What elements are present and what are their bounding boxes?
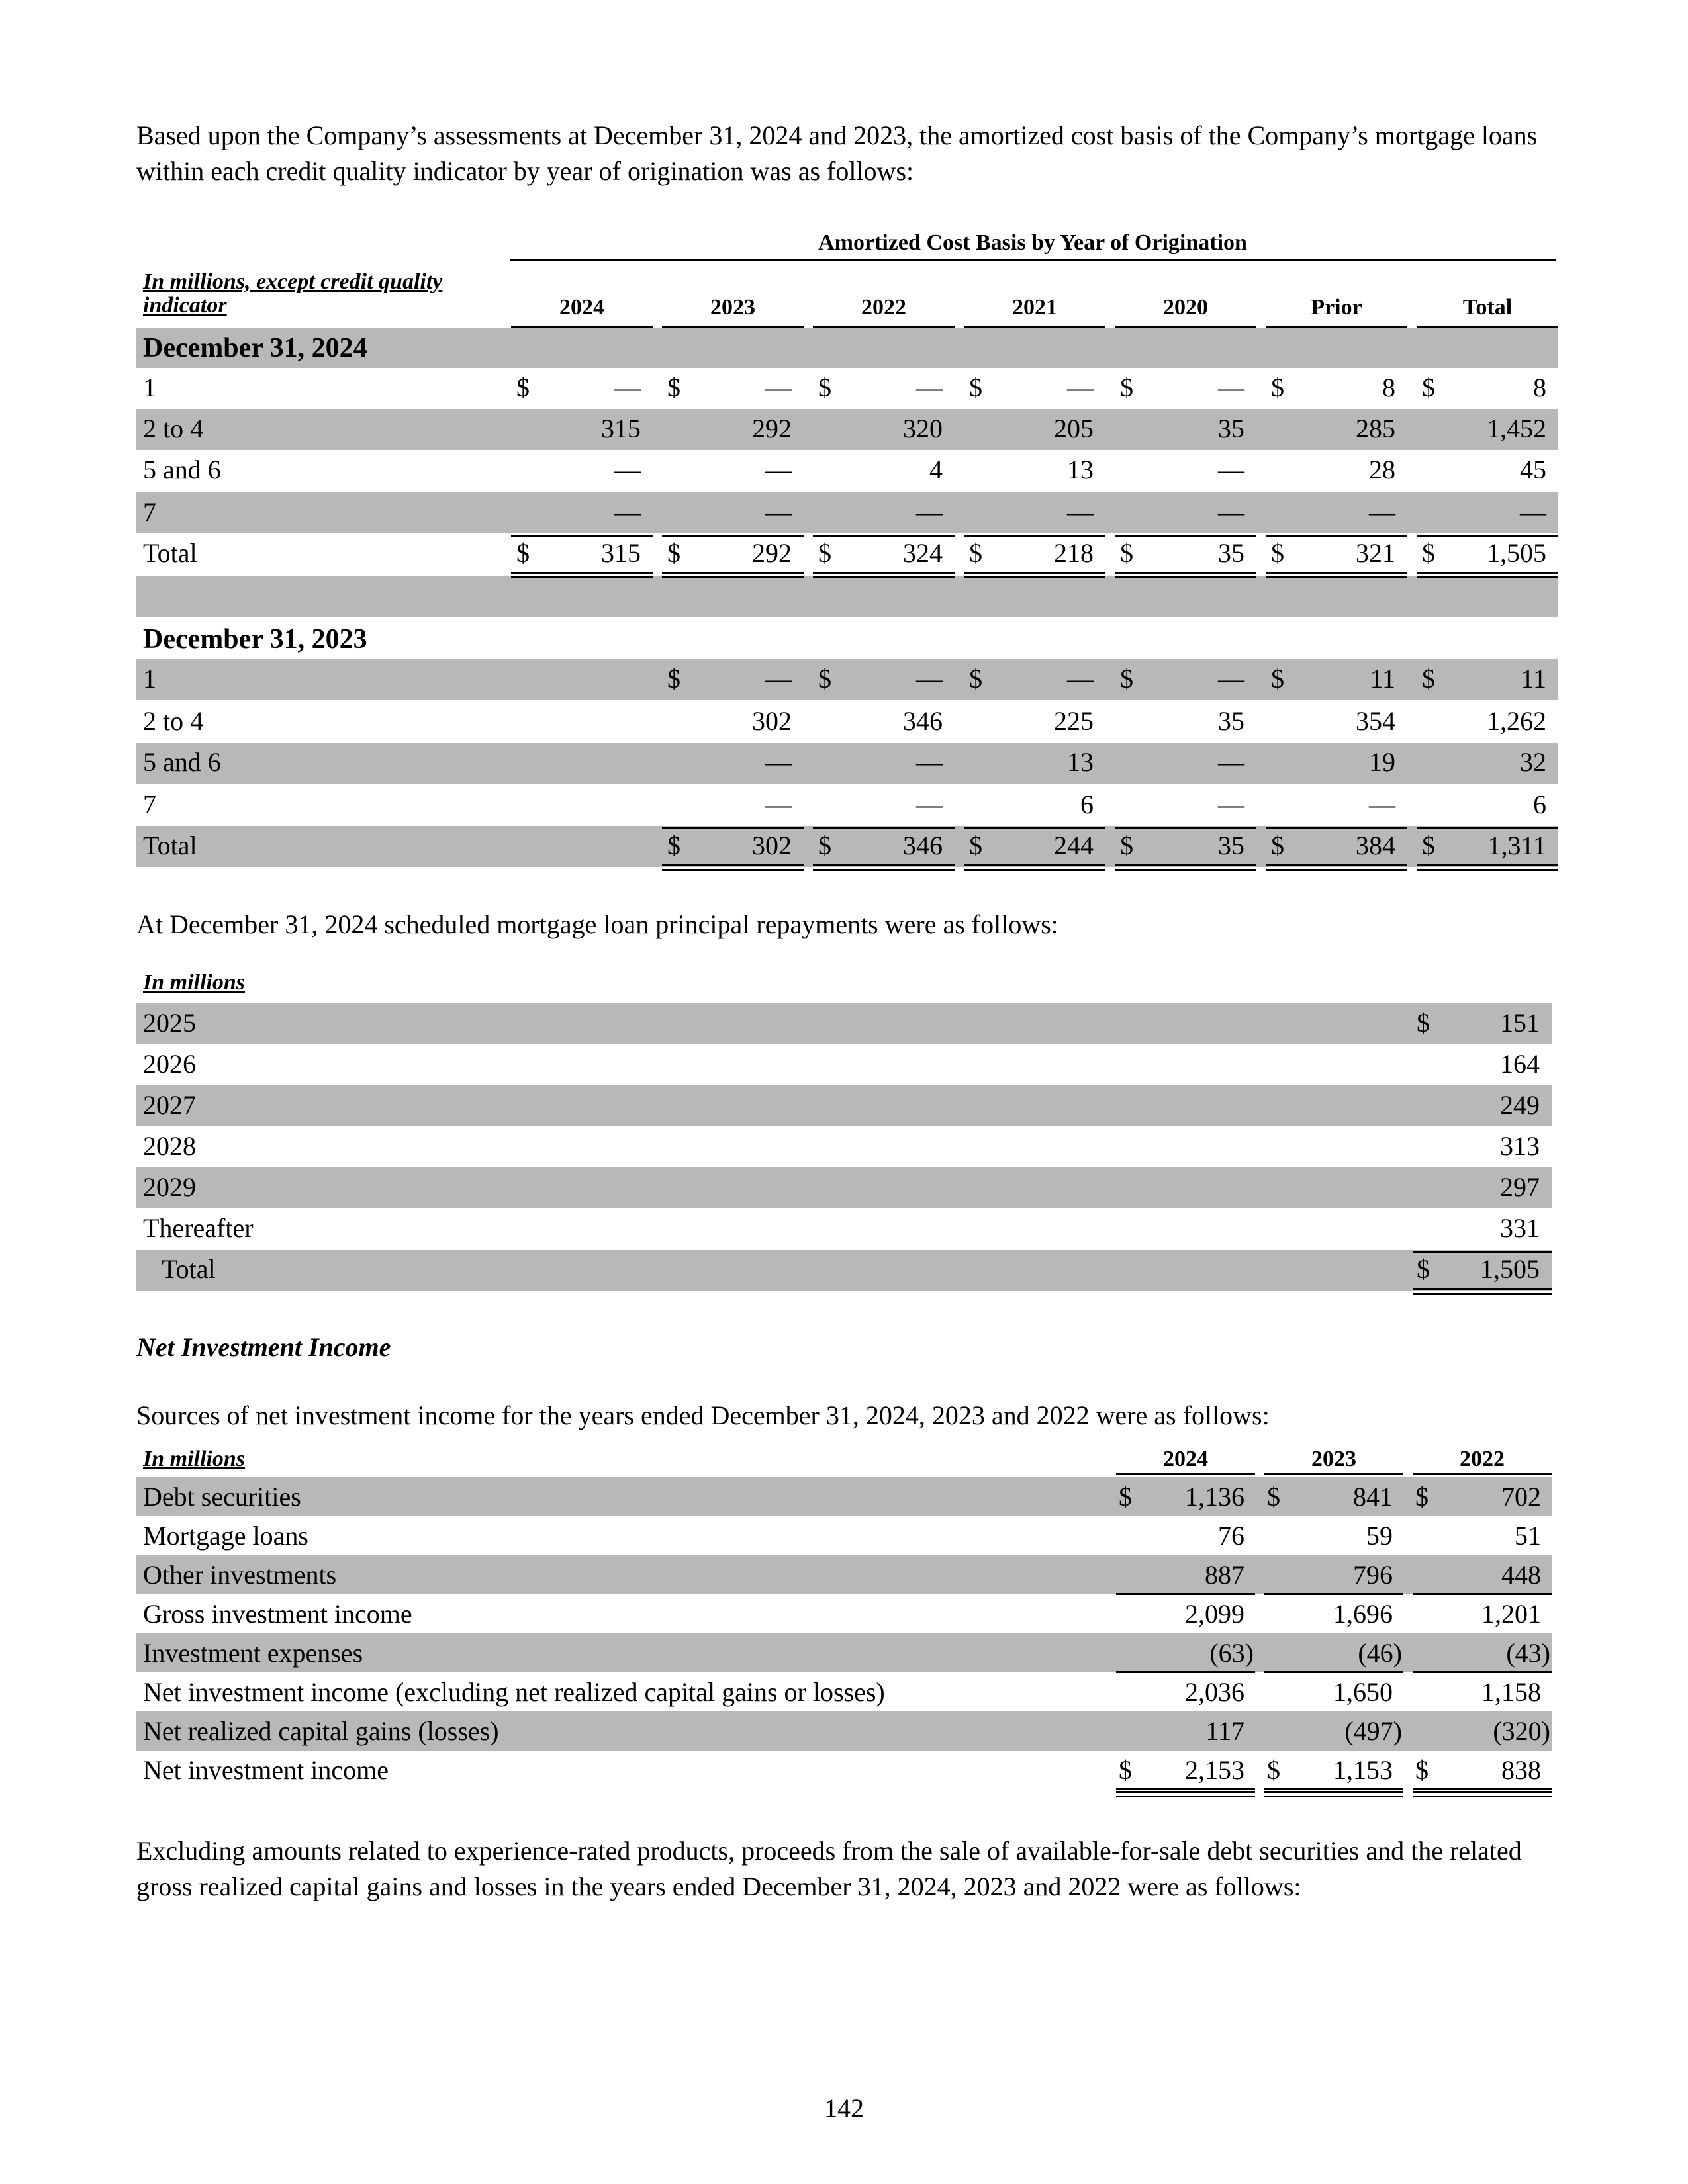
income-value: (497) bbox=[1344, 1716, 1402, 1746]
income-value: 51 bbox=[1515, 1521, 1541, 1551]
income-label: Net investment income (excluding net realized capital gains or losses) bbox=[143, 1677, 885, 1707]
income-label: Mortgage loans bbox=[143, 1521, 308, 1551]
currency-symbol: $ bbox=[1417, 1008, 1430, 1038]
income-value: 117 bbox=[1205, 1716, 1244, 1746]
currency-symbol: $ bbox=[818, 373, 831, 402]
currency-symbol: $ bbox=[969, 831, 982, 860]
currency-symbol: $ bbox=[1415, 1482, 1429, 1512]
subtotal-rule bbox=[964, 827, 1105, 829]
repayment-year: 2029 bbox=[143, 1172, 196, 1202]
currency-symbol: $ bbox=[1120, 664, 1133, 694]
row-label: 5 and 6 bbox=[143, 747, 221, 777]
subtotal-rule bbox=[662, 827, 804, 829]
table-cell: 1,311 bbox=[1487, 831, 1546, 860]
table-cell: 302 bbox=[752, 706, 792, 736]
income-value: 702 bbox=[1501, 1482, 1541, 1512]
table-cell: 285 bbox=[1356, 414, 1395, 443]
table-cell: — bbox=[916, 747, 943, 777]
total-double-rule bbox=[1266, 572, 1407, 578]
row-label: 7 bbox=[143, 497, 156, 527]
nii-intro: Sources of net investment income for the years ended December 31, 2024, 2023 and 2022 were as follows: bbox=[136, 1400, 1270, 1430]
table2-stub-header: In millions bbox=[143, 970, 246, 995]
table-cell: — bbox=[1520, 497, 1546, 527]
table-cell: — bbox=[1218, 664, 1244, 694]
currency-symbol: $ bbox=[969, 664, 982, 694]
table-cell: — bbox=[765, 373, 792, 402]
table-cell: 315 bbox=[601, 414, 641, 443]
table-cell: 45 bbox=[1520, 455, 1546, 484]
table-cell: 320 bbox=[903, 414, 943, 443]
total-double-rule bbox=[662, 864, 804, 871]
currency-symbol: $ bbox=[516, 373, 530, 402]
income-label: Net realized capital gains (losses) bbox=[143, 1716, 499, 1746]
income-label: Investment expenses bbox=[143, 1638, 363, 1668]
row-label: 2 to 4 bbox=[143, 414, 204, 443]
income-label: Gross investment income bbox=[143, 1599, 412, 1629]
table-cell: 8 bbox=[1382, 373, 1395, 402]
table-cell: — bbox=[916, 790, 943, 819]
table1-supertitle: Amortized Cost Basis by Year of Origination bbox=[818, 230, 1247, 255]
currency-symbol: $ bbox=[969, 538, 982, 568]
currency-symbol: $ bbox=[667, 664, 680, 694]
table-cell: 315 bbox=[601, 538, 641, 568]
total-double-rule bbox=[813, 864, 955, 871]
col-header-2020: 2020 bbox=[1163, 295, 1208, 320]
table-cell: 11 bbox=[1370, 664, 1395, 694]
repayment-year: 2025 bbox=[143, 1008, 196, 1038]
table-cell: 35 bbox=[1218, 414, 1244, 443]
nii-col-2024: 2024 bbox=[1163, 1447, 1208, 1471]
total-double-rule bbox=[1413, 1791, 1552, 1797]
total-double-rule bbox=[964, 572, 1105, 578]
currency-symbol: $ bbox=[969, 373, 982, 402]
currency-symbol: $ bbox=[667, 538, 680, 568]
row-label: 1 bbox=[143, 664, 156, 694]
income-value: 2,153 bbox=[1185, 1755, 1244, 1785]
income-label: Debt securities bbox=[143, 1482, 301, 1512]
table-cell: — bbox=[765, 497, 792, 527]
repayment-amount: 1,505 bbox=[1480, 1254, 1540, 1284]
subtotal-rule bbox=[1413, 1788, 1552, 1790]
col-header-2021: 2021 bbox=[1012, 295, 1057, 320]
table-cell: — bbox=[1218, 790, 1244, 819]
closing-paragraph: Excluding amounts related to experience-rated products, proceeds from the sale of available-for-sale debt securities and the related gross realized capital gains and losses in the years ended December 31, 2024, 2023 and 2022 were as follows: bbox=[136, 1836, 1522, 1901]
income-value: 1,696 bbox=[1333, 1599, 1393, 1629]
table-cell: 8 bbox=[1533, 373, 1546, 402]
table-cell: 4 bbox=[929, 455, 943, 484]
subtotal-rule bbox=[1115, 535, 1256, 537]
currency-symbol: $ bbox=[1120, 831, 1133, 860]
table-cell: 346 bbox=[903, 831, 943, 860]
currency-symbol: $ bbox=[1120, 373, 1133, 402]
repayment-amount: 164 bbox=[1500, 1049, 1540, 1079]
table-cell: 6 bbox=[1080, 790, 1094, 819]
table-cell: 354 bbox=[1356, 706, 1395, 736]
table-cell: — bbox=[1067, 497, 1094, 527]
income-value: 59 bbox=[1366, 1521, 1393, 1551]
row-label: 2 to 4 bbox=[143, 706, 204, 736]
currency-symbol: $ bbox=[1422, 664, 1435, 694]
table-cell: 321 bbox=[1356, 538, 1395, 568]
table-cell: 218 bbox=[1054, 538, 1094, 568]
currency-symbol: $ bbox=[516, 538, 530, 568]
table-cell: 1,262 bbox=[1487, 706, 1546, 736]
table-cell: 225 bbox=[1054, 706, 1094, 736]
table-cell: — bbox=[614, 373, 641, 402]
income-value: (320) bbox=[1493, 1716, 1550, 1746]
nii-col-2022: 2022 bbox=[1460, 1447, 1505, 1471]
total-double-rule bbox=[1417, 864, 1558, 871]
repayment-year: 2026 bbox=[143, 1049, 196, 1079]
table-cell: — bbox=[916, 664, 943, 694]
table-cell: 384 bbox=[1356, 831, 1395, 860]
table-cell: — bbox=[1369, 790, 1395, 819]
income-value: 887 bbox=[1205, 1560, 1244, 1590]
row-label: Total bbox=[143, 538, 197, 568]
repayment-amount: 249 bbox=[1500, 1090, 1540, 1120]
total-double-rule bbox=[1264, 1791, 1403, 1797]
income-value: (46) bbox=[1358, 1638, 1402, 1668]
income-value: 1,201 bbox=[1481, 1599, 1541, 1629]
income-value: 841 bbox=[1353, 1482, 1393, 1512]
row-band bbox=[136, 1167, 1552, 1208]
income-value: 1,158 bbox=[1481, 1677, 1541, 1707]
subtotal-rule bbox=[1413, 1251, 1552, 1253]
repayments-intro: At December 31, 2024 scheduled mortgage loan principal repayments were as follows: bbox=[136, 909, 1058, 939]
page-number: 142 bbox=[824, 2093, 864, 2123]
table-cell: 32 bbox=[1520, 747, 1546, 777]
intro-paragraph: Based upon the Company’s assessments at December 31, 2024 and 2023, the amortized cost basis of the Company’s mortgage loans within each credit quality indicator by year of origination was as follows: bbox=[136, 120, 1538, 186]
table-cell: 292 bbox=[752, 414, 792, 443]
section-title-2023: December 31, 2023 bbox=[143, 624, 367, 655]
subtotal-rule bbox=[813, 535, 955, 537]
currency-symbol: $ bbox=[1271, 538, 1284, 568]
income-label: Other investments bbox=[143, 1560, 337, 1590]
income-value: 2,036 bbox=[1185, 1677, 1244, 1707]
currency-symbol: $ bbox=[818, 664, 831, 694]
income-value: 2,099 bbox=[1185, 1599, 1244, 1629]
table-cell: — bbox=[1218, 455, 1244, 484]
table-cell: 205 bbox=[1054, 414, 1094, 443]
repayment-amount: 297 bbox=[1500, 1172, 1540, 1202]
table-cell: — bbox=[916, 373, 943, 402]
currency-symbol: $ bbox=[1271, 373, 1284, 402]
row-band bbox=[136, 1085, 1552, 1126]
table-cell: — bbox=[614, 497, 641, 527]
section-title-2024: December 31, 2024 bbox=[143, 333, 367, 363]
table-cell: — bbox=[1369, 497, 1395, 527]
table-cell: 244 bbox=[1054, 831, 1094, 860]
repayment-year: Total bbox=[162, 1254, 216, 1284]
income-value: 796 bbox=[1353, 1560, 1393, 1590]
repayment-year: 2027 bbox=[143, 1090, 196, 1120]
table-cell: 346 bbox=[903, 706, 943, 736]
table-cell: 28 bbox=[1369, 455, 1395, 484]
col-header-prior: Prior bbox=[1311, 295, 1362, 320]
currency-symbol: $ bbox=[1267, 1755, 1280, 1785]
col-header-2022: 2022 bbox=[861, 295, 906, 320]
total-double-rule bbox=[1266, 864, 1407, 871]
currency-symbol: $ bbox=[1119, 1755, 1132, 1785]
row-label: 5 and 6 bbox=[143, 455, 221, 484]
repayment-amount: 331 bbox=[1500, 1213, 1540, 1243]
table-cell: 13 bbox=[1067, 455, 1094, 484]
table3-stub-header: In millions bbox=[143, 1447, 246, 1471]
income-value: 1,650 bbox=[1333, 1677, 1393, 1707]
table-cell: 19 bbox=[1369, 747, 1395, 777]
total-double-rule bbox=[511, 572, 653, 578]
income-value: 838 bbox=[1501, 1755, 1541, 1785]
currency-symbol: $ bbox=[1267, 1482, 1280, 1512]
nii-col-2023: 2023 bbox=[1311, 1447, 1356, 1471]
table-cell: 35 bbox=[1218, 831, 1244, 860]
income-value: 76 bbox=[1218, 1521, 1244, 1551]
subtotal-rule bbox=[1266, 535, 1407, 537]
table-cell: — bbox=[765, 455, 792, 484]
total-double-rule bbox=[1115, 572, 1256, 578]
income-value: (63) bbox=[1209, 1638, 1254, 1668]
income-value: 448 bbox=[1501, 1560, 1541, 1590]
repayment-year: Thereafter bbox=[143, 1213, 254, 1243]
total-double-rule bbox=[964, 864, 1105, 871]
table-cell: — bbox=[765, 747, 792, 777]
currency-symbol: $ bbox=[1422, 373, 1435, 402]
income-value: (43) bbox=[1506, 1638, 1550, 1668]
currency-symbol: $ bbox=[1422, 831, 1435, 860]
table-cell: 13 bbox=[1067, 747, 1094, 777]
income-label: Net investment income bbox=[143, 1755, 389, 1785]
currency-symbol: $ bbox=[818, 538, 831, 568]
subtotal-rule bbox=[1264, 1788, 1403, 1790]
repayment-year: 2028 bbox=[143, 1131, 196, 1161]
subtotal-rule bbox=[1417, 535, 1558, 537]
income-value: 1,153 bbox=[1333, 1755, 1393, 1785]
col-header-2024: 2024 bbox=[559, 295, 604, 320]
subtotal-rule bbox=[1417, 827, 1558, 829]
row-label: 1 bbox=[143, 373, 156, 402]
subtotal-rule bbox=[511, 535, 653, 537]
col-header-total: Total bbox=[1462, 295, 1513, 320]
total-double-rule bbox=[1116, 1791, 1255, 1797]
currency-symbol: $ bbox=[818, 831, 831, 860]
table-cell: 11 bbox=[1521, 664, 1546, 694]
total-double-rule bbox=[1417, 572, 1558, 578]
currency-symbol: $ bbox=[667, 831, 680, 860]
total-double-rule bbox=[1413, 1288, 1552, 1295]
table-cell: — bbox=[1218, 373, 1244, 402]
currency-symbol: $ bbox=[1120, 538, 1133, 568]
row-label: Total bbox=[143, 831, 197, 860]
table-cell: 35 bbox=[1218, 706, 1244, 736]
table1-stub-header: In millions, except credit quality indicator bbox=[143, 269, 443, 318]
currency-symbol: $ bbox=[1415, 1755, 1429, 1785]
subtotal-rule bbox=[813, 827, 955, 829]
currency-symbol: $ bbox=[1271, 664, 1284, 694]
row-label: 7 bbox=[143, 790, 156, 819]
row-band bbox=[136, 1003, 1552, 1044]
col-header-2023: 2023 bbox=[710, 295, 755, 320]
table-cell: — bbox=[1218, 747, 1244, 777]
subtotal-rule bbox=[662, 535, 804, 537]
table-cell: — bbox=[1067, 373, 1094, 402]
table-cell: — bbox=[1218, 497, 1244, 527]
currency-symbol: $ bbox=[1417, 1254, 1430, 1284]
currency-symbol: $ bbox=[667, 373, 680, 402]
table-cell: 1,505 bbox=[1487, 538, 1546, 568]
subtotal-rule bbox=[1266, 827, 1407, 829]
repayment-amount: 151 bbox=[1500, 1008, 1540, 1038]
table-cell: — bbox=[765, 664, 792, 694]
table-cell: 1,452 bbox=[1487, 414, 1546, 443]
total-double-rule bbox=[1115, 864, 1256, 871]
section-heading: Net Investment Income bbox=[136, 1332, 391, 1362]
subtotal-rule bbox=[1115, 827, 1256, 829]
table-cell: 35 bbox=[1218, 538, 1244, 568]
table-cell: — bbox=[1067, 664, 1094, 694]
row-band bbox=[136, 1250, 1552, 1291]
table-cell: — bbox=[765, 790, 792, 819]
table-cell: 302 bbox=[752, 831, 792, 860]
total-double-rule bbox=[662, 572, 804, 578]
table-cell: — bbox=[916, 497, 943, 527]
subtotal-rule bbox=[1116, 1788, 1255, 1790]
currency-symbol: $ bbox=[1119, 1482, 1132, 1512]
currency-symbol: $ bbox=[1271, 831, 1284, 860]
currency-symbol: $ bbox=[1422, 538, 1435, 568]
table-cell: 6 bbox=[1533, 790, 1546, 819]
income-value: 1,136 bbox=[1185, 1482, 1244, 1512]
table-cell: 292 bbox=[752, 538, 792, 568]
table-cell: — bbox=[614, 455, 641, 484]
table-cell: 324 bbox=[903, 538, 943, 568]
subtotal-rule bbox=[964, 535, 1105, 537]
repayment-amount: 313 bbox=[1500, 1131, 1540, 1161]
total-double-rule bbox=[813, 572, 955, 578]
